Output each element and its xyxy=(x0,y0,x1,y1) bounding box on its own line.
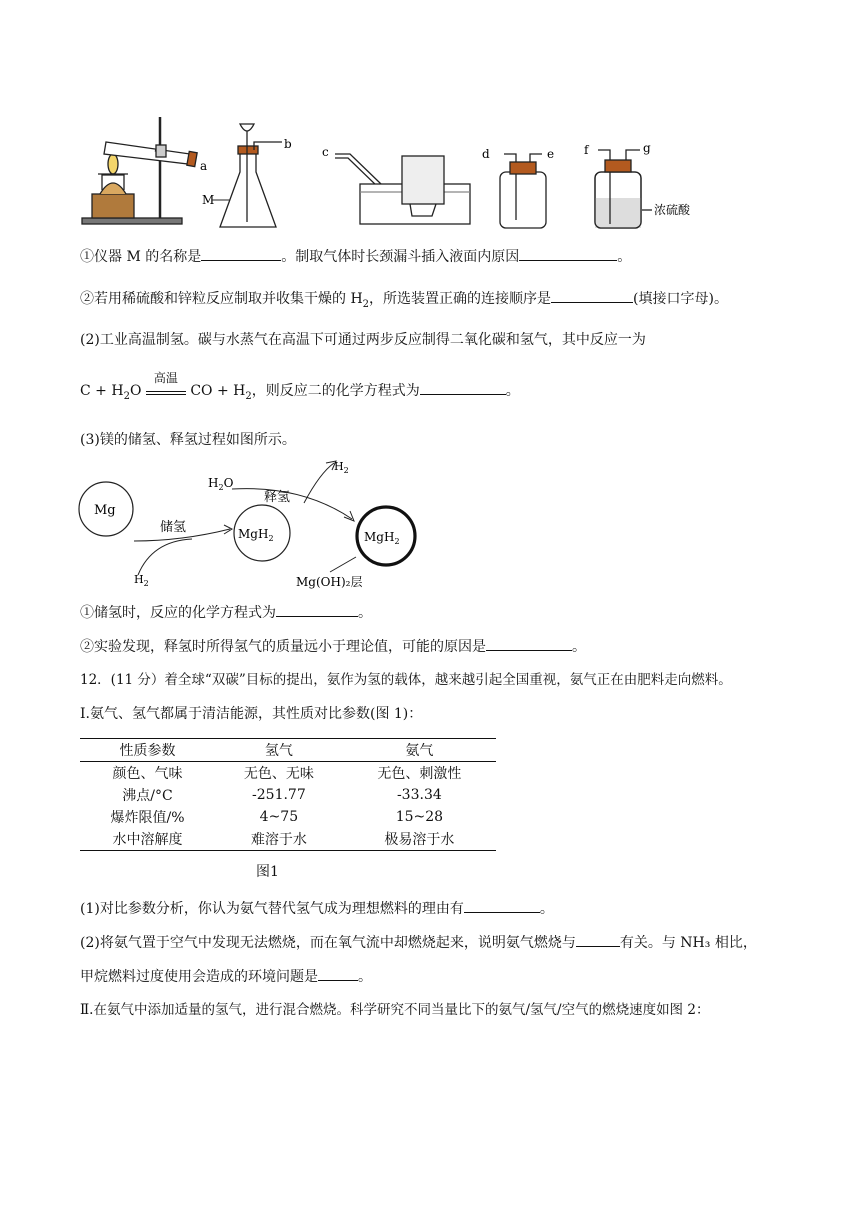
svg-text:MgH2: MgH$_2$ xyxy=(364,530,400,546)
q1-item2: ②若用稀硫酸和锌粒反应制取并收集干燥的 $H_2$，所选装置正确的连接顺序是 (填接口字母)。 xyxy=(80,288,728,315)
label-d: d xyxy=(482,147,490,161)
q12-s1: (1)对比参数分析，你认为氨气替代氢气成为理想燃料的理由有 。 xyxy=(80,898,554,919)
q2-equation: $C + H_2O$ 高温 CO + $H_2$，则反应二的化学方程式为 。 xyxy=(80,371,520,402)
apparatus-d xyxy=(500,154,546,228)
answer-blank[interactable] xyxy=(519,246,617,261)
svg-text:Mg(OH)₂层: Mg(OH)₂层 xyxy=(296,575,363,589)
answer-blank[interactable] xyxy=(551,288,633,303)
svg-text:H2: $H_2$ xyxy=(134,573,149,588)
properties-table xyxy=(80,738,496,851)
reaction-condition: 高温 xyxy=(146,383,186,395)
table-header: 氨气 xyxy=(405,743,434,759)
label-c: c xyxy=(322,145,329,159)
table-header: 性质参数 xyxy=(119,743,176,759)
q12-part1: Ⅰ.氨气、氢气都属于清洁能源，其性质对比参数(图 1)： xyxy=(80,706,423,722)
q3-item2: ②实验发现，释氢时所得氢气的质量远小于理论值，可能的原因是 。 xyxy=(80,636,586,657)
table-row: 沸点/°C -251.77 -33.34 xyxy=(122,787,442,804)
apparatus-c xyxy=(335,154,470,224)
q12-header: 12．(11 分）着全球“双碳”目标的提出，氨作为氢的载体，越来越引起全国重视，氨气正在由肥料走向燃料。 xyxy=(80,672,732,688)
label-m: M xyxy=(202,193,215,207)
label-e: e xyxy=(547,147,555,161)
label-f: f xyxy=(584,143,589,157)
q12-part2: Ⅱ.在氨气中添加适量的氢气，进行混合燃烧。科学研究不同当量比下的氨气/氢气/空气的燃烧速度如图 2： xyxy=(80,1002,710,1018)
table-caption: 图1 xyxy=(256,864,279,880)
label-b: b xyxy=(284,137,292,151)
answer-blank[interactable] xyxy=(318,966,358,981)
q3-intro: (3)镁的储氢、释氢过程如图所示。 xyxy=(80,432,296,448)
svg-text:释氢: 释氢 xyxy=(264,490,291,505)
label-a: a xyxy=(200,159,208,173)
svg-text:H2: $H_2$ xyxy=(334,460,349,475)
q1-item1: ①仪器 M 的名称是 。制取气体时长颈漏斗插入液面内原因 。 xyxy=(80,246,631,267)
q12-s2b: 甲烷燃料过度使用会造成的环境问题是 。 xyxy=(80,966,372,987)
answer-blank[interactable] xyxy=(464,898,540,913)
table-header: 氢气 xyxy=(264,743,293,759)
apparatus-e xyxy=(595,150,652,228)
q3-item1: ①储氢时，反应的化学方程式为 。 xyxy=(80,602,372,623)
svg-text:MgH2: MgH$_2$ xyxy=(238,527,274,543)
answer-blank[interactable] xyxy=(276,602,358,617)
q12-s2: (2)将氨气置于空气中发现无法燃烧，而在氧气流中却燃烧起来，说明氨气燃烧与 有关。与 NH₃ 相比， xyxy=(80,932,757,953)
svg-text:H2O: $H_2O$ xyxy=(208,476,234,492)
answer-blank[interactable] xyxy=(576,932,620,947)
svg-text:储氢: 储氢 xyxy=(160,520,187,535)
table-row: 颜色、气味 无色、无味 无色、刺激性 xyxy=(112,766,462,782)
mg-hydrogen-diagram xyxy=(72,455,432,595)
svg-text:Mg: Mg xyxy=(94,503,116,518)
table-row: 爆炸限值/% 4~75 15~28 xyxy=(110,809,444,826)
label-acid: 浓硫酸 xyxy=(654,203,691,217)
answer-blank[interactable] xyxy=(420,380,506,395)
apparatus-b xyxy=(220,124,282,227)
q2-intro: (2)工业高温制氢。碳与水蒸气在高温下可通过两步反应制得二氧化碳和氢气，其中反应一为 xyxy=(80,332,646,348)
label-g: g xyxy=(643,141,651,155)
table-row: 水中溶解度 难溶于水 极易溶于水 xyxy=(80,828,496,851)
apparatus-figure xyxy=(60,112,720,237)
apparatus-a xyxy=(82,117,197,224)
answer-blank[interactable] xyxy=(201,246,281,261)
answer-blank[interactable] xyxy=(486,636,572,651)
